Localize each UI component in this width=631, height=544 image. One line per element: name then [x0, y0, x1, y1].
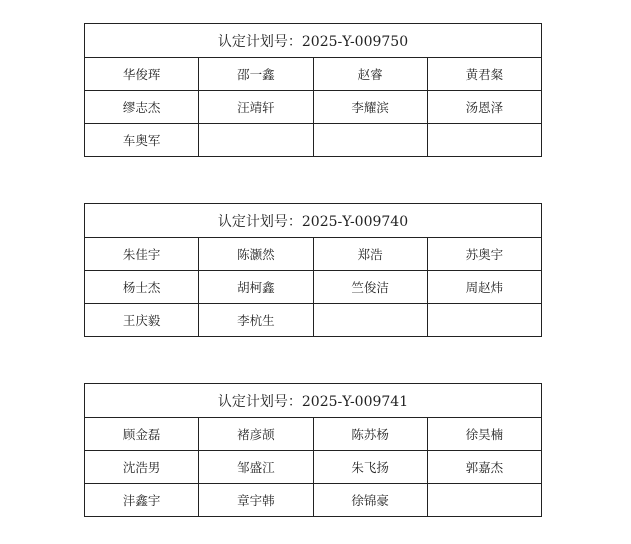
- name-cell: 朱飞扬: [313, 451, 427, 484]
- name-cell: 苏奥宇: [427, 238, 541, 271]
- name-cell: 徐昊楠: [427, 418, 541, 451]
- name-cell: 朱佳宇: [85, 238, 199, 271]
- table-row: [85, 484, 542, 517]
- table-row: [85, 271, 542, 304]
- name-cell: 徐锦豪: [313, 484, 427, 517]
- name-cell: 郑浩: [313, 238, 427, 271]
- plan-header-row: [85, 384, 542, 418]
- table-row: [85, 58, 542, 91]
- table-row: [85, 124, 542, 157]
- plan-header-row: [85, 204, 542, 238]
- name-cell: 郭嘉杰: [427, 451, 541, 484]
- name-cell: 沈浩男: [85, 451, 199, 484]
- name-cell: 华俊珲: [85, 58, 199, 91]
- name-cell: 竺俊洁: [313, 271, 427, 304]
- name-cell: 陈灏然: [199, 238, 313, 271]
- name-cell: 陈苏杨: [313, 418, 427, 451]
- name-cell: 汤恩泽: [427, 91, 541, 124]
- name-cell: 沣鑫宇: [85, 484, 199, 517]
- name-cell: 周赵炜: [427, 271, 541, 304]
- name-cell: 汪靖轩: [199, 91, 313, 124]
- name-cell: 车奥军: [85, 124, 199, 157]
- name-cell: 顾金磊: [85, 418, 199, 451]
- plan-title: 认定计划号：2025-Y-009750: [85, 24, 542, 58]
- name-cell: 李耀滨: [313, 91, 427, 124]
- empty-cell: [427, 124, 541, 157]
- plan-table: [84, 383, 542, 517]
- empty-cell: [427, 484, 541, 517]
- table-row: [85, 304, 542, 337]
- name-cell: 胡柯鑫: [199, 271, 313, 304]
- plan-title: 认定计划号：2025-Y-009741: [85, 384, 542, 418]
- empty-cell: [427, 304, 541, 337]
- name-cell: 黄君粲: [427, 58, 541, 91]
- name-cell: 王庆毅: [85, 304, 199, 337]
- table-row: [85, 238, 542, 271]
- empty-cell: [313, 304, 427, 337]
- table-row: [85, 418, 542, 451]
- name-cell: 缪志杰: [85, 91, 199, 124]
- plan-table: [84, 203, 542, 337]
- name-cell: 章宇韩: [199, 484, 313, 517]
- name-cell: 李杭生: [199, 304, 313, 337]
- table-row: [85, 91, 542, 124]
- name-cell: 邵一鑫: [199, 58, 313, 91]
- plan-title: 认定计划号：2025-Y-009740: [85, 204, 542, 238]
- name-cell: 杨士杰: [85, 271, 199, 304]
- name-cell: 褚彦颉: [199, 418, 313, 451]
- plan-header-row: [85, 24, 542, 58]
- table-row: [85, 451, 542, 484]
- name-cell: 邹盛江: [199, 451, 313, 484]
- empty-cell: [199, 124, 313, 157]
- plan-table: [84, 23, 542, 157]
- name-cell: 赵睿: [313, 58, 427, 91]
- empty-cell: [313, 124, 427, 157]
